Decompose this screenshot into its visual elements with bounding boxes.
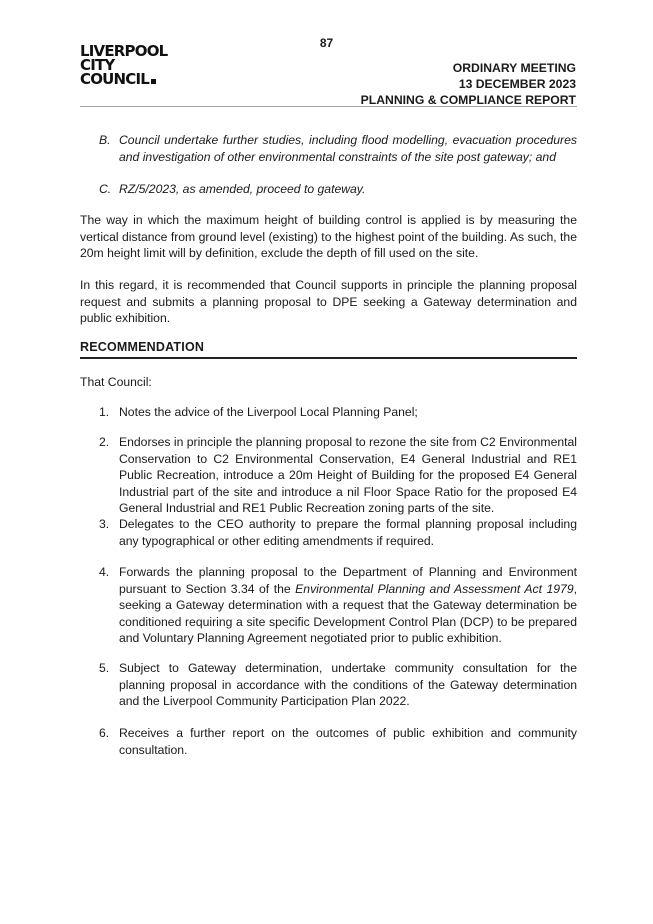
item-number: 3. [99,517,110,531]
page-number: 87 [319,36,334,50]
report-title: PLANNING & COMPLIANCE REPORT [360,93,576,107]
recommendation-item [99,434,577,517]
header-divider [80,106,577,107]
item-number: 6. [99,726,110,740]
recommendation-item [99,564,577,647]
paragraph-height-control: The way in which the maximum height of building control is applied is by measuring the vertical distance from ground level (existing) to the highest point of the building. As such, the 20m height limit will by definition, exclude the depth of fill used on the site. [80,213,577,260]
item-text-part: , seeking a Gateway determination with a request that the Gateway determination be conditioned requiring a site specific Development Control Plan (DCP) to be prepared and Voluntary Planning Agreement negotiated prior to public exhibition. [119,581,578,645]
council-logo [80,44,200,86]
sub-item-text: Council undertake further studies, including flood modelling, evacuation procedures and investigation of other environmental constraints of the site post gateway; and [119,133,577,164]
act-title: Environmental Planning and Assessment Act 1979 [295,581,574,596]
item-text: Notes the advice of the Liverpool Local Planning Panel; [119,405,418,419]
report-header [361,60,576,108]
sub-item-label: C. [99,182,112,196]
logo-line-3-text: COUNCIL [80,70,150,88]
recommendation-item [99,725,577,758]
item-text: Receives a further report on the outcomes of public exhibition and community consultation. [119,726,577,757]
logo-dot-icon [151,79,156,84]
item-text [119,564,577,647]
logo-line-2: CITY [80,56,115,74]
meeting-title: ORDINARY MEETING [452,61,576,75]
section-divider [80,357,577,359]
recommendation-item [99,516,577,549]
logo-line-1: LIVERPOOL [80,42,168,60]
item-number: 2. [99,435,110,449]
sub-item-text: RZ/5/2023, as amended, proceed to gateway. [119,182,366,196]
paragraph-recommendation-summary: In this regard, it is recommended that Council supports in principle the planning proposal request and submits a planning proposal to DPE seeking a Gateway determination and public exhibition. [80,278,577,325]
recommendation-intro: That Council: [80,375,152,389]
recommendation-item [99,660,577,710]
item-text-part: Forwards the planning proposal to the Department of Planning and Environment pursuant to Section 3.34 of the [119,565,577,596]
logo-line-3 [80,72,200,86]
recommendation-item [99,404,577,421]
item-number: 1. [99,405,110,419]
sub-item-label: B. [99,133,111,147]
item-number: 5. [99,661,110,675]
sub-item-b [99,132,577,165]
item-text: Delegates to the CEO authority to prepare the formal planning proposal including any typographical or other editing amendments if required. [119,517,577,548]
item-number: 4. [99,565,110,579]
sub-item-c [99,181,577,198]
item-text: Subject to Gateway determination, undertake community consultation for the planning proposal in accordance with the conditions of the Gateway determination and the Liverpool Community Participation Plan 2022. [119,661,577,708]
section-heading: RECOMMENDATION [80,340,205,354]
item-text: Endorses in principle the planning proposal to rezone the site from C2 Environmental Conservation to C2 Environmental Conservation, E4 General Industrial and RE1 Public Recreation, introduce a 20m Height of Building for the proposed E4 General Industrial part of the site and introduce a nil Floor Space Ratio for the proposed E4 General Industrial and RE1 Public Recreation zoning parts of the site. [119,435,577,515]
meeting-date: 13 DECEMBER 2023 [458,77,576,91]
